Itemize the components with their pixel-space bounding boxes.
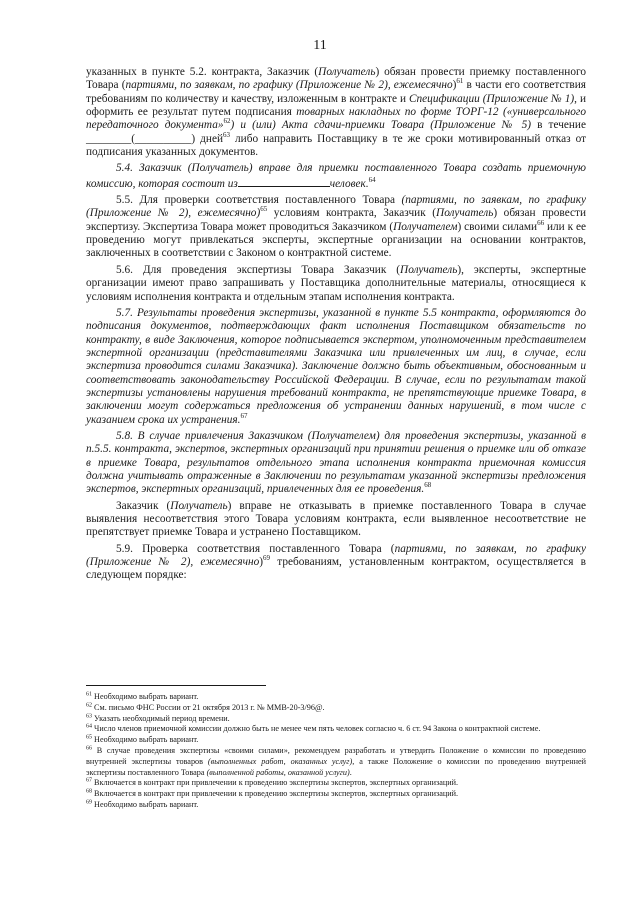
footnote-number: 66 (86, 745, 92, 752)
footnote-64 (86, 724, 586, 735)
text: 5.5. Для проверки соответствия поставленного Товара (116, 194, 402, 207)
text-italic: Получатель (318, 66, 376, 78)
text-italic: Спецификации (Приложение № 1) (408, 92, 575, 105)
footnote-63 (86, 714, 586, 725)
footnote-number: 67 (86, 777, 92, 784)
text-italic: Получателем (393, 220, 458, 233)
text-italic: товарных накладных по форме ТОРГ-12 («универсального передаточного документа» (86, 106, 586, 132)
text: в части его соответствия требованиям по количеству и качеству, изложенным в контракте и (86, 79, 586, 105)
footnote-ref: 63 (223, 130, 231, 139)
footnote-text: Указать необходимый период времени. (92, 713, 230, 723)
text: ) (452, 79, 457, 92)
footnote-number: 69 (86, 799, 92, 806)
paragraph-5-8 (86, 430, 586, 497)
footnote-number: 63 (86, 712, 92, 719)
text-italic: Получатель (400, 263, 458, 276)
text-italic: (партиями, по заявкам, по графику (Приложение № 2), ежемесячно) (86, 194, 586, 220)
footnote-68 (86, 789, 586, 800)
text-italic: 5.8. В случае привлечения Заказчиком (Получателем) для проведения экспертизы, указанной в п.5.5. контракта, экспертов, экспертных организаций при принятии решения о приемке или об отказе в приемке Товара, результатов отдельного этапа исполнения контракта приемочная комиссия должна учитывать отраженные в Заключении по результатам указанной экспертизы предложения экспертов, экспертных организаций, привлеченных для ее проведения. (86, 429, 586, 496)
text-italic: ) и (или) Акта сдачи-приемки Товара (Приложение № 5) (230, 119, 532, 132)
text: или к ее проведению могут привлекаться эксперты, экспертные организации на основании контрактов, заключенных в соответствии с Законом о контрактной системе. (86, 220, 587, 260)
text: ) обязан провести экспертизу. Экспертиза Товара может проводиться Заказчиком ( (86, 207, 586, 233)
text-italic: 5.7. Результаты проведения экспертизы, указанной в пункте 5.5 контракта, оформляются до подписания документов, подтверждающих факт исполнения Поставщиком обязательств по контракту, в виде Заключения, которое подписывается экспертом, уполномоченным представителем экспертной организации (представителями Заказчика или привлеченных им лиц, в случае, если экспертиза проводится силами Заказчика). Заключение должно быть объективным, обоснованным и соответствовать законодательству Российской Федерации. В случае, если по результатам такой экспертизы установлены нарушения требований контракта, не препятствующие приемке Товара, в заключении могут содержаться предложения об устранении данных нарушений, в том числе с указанием срока их устранения. (86, 306, 586, 426)
footnote-62 (86, 703, 586, 714)
footnote-67 (86, 778, 586, 789)
contract-body (86, 66, 586, 586)
footnote-61 (86, 692, 586, 703)
footnote-69 (86, 800, 586, 811)
footnote-number: 68 (86, 788, 92, 795)
footnote-number: 62 (86, 702, 92, 709)
page-number: 11 (313, 38, 327, 53)
paragraph-5-7 (86, 307, 586, 427)
text: 5.9. Проверка соответствия поставленного Товара ( (116, 542, 395, 555)
footnote-text: Число членов приемочной комиссии должно быть не менее чем пять человек согласно ч. 6 ст. 94 Закона о контрактной системе. (92, 724, 541, 734)
footnote-text: Включается в контракт при привлечении к проведению экспертизы экспертов, экспертных организаций. (92, 789, 459, 799)
footnote-ref: 68 (424, 481, 432, 490)
footnote-ref: 67 (240, 411, 248, 420)
text-italic: партиями, по заявкам, по графику (Приложение № 2), ежемесячно (125, 79, 453, 92)
footnote-ref: 69 (263, 554, 271, 563)
text: ) своими силами (457, 220, 538, 233)
footnote-text: В случае проведения экспертизы «своими силами», рекомендуем разработать и утвердить Положение о комиссии по проведению внутренней экспертизы товаров (86, 745, 586, 766)
text: ), эксперты, экспертные организации имеют право запрашивать у Поставщика дополнительные материалы, относящиеся к условиям исполнения контракта и отдельным этапам исполнения контракта. (86, 263, 587, 303)
text-italic: 5.4. Заказчик (Получатель) вправе для приемки поставленного Товара создать приемочную комиссию, которая состоит из (86, 162, 586, 190)
text: требованиям, установленным контрактом, осуществляется в следующем порядке: (86, 556, 586, 582)
text: в течение ________(__________) дней (86, 119, 586, 145)
footnote-number: 64 (86, 723, 92, 730)
footnote-66 (86, 746, 586, 778)
text: Заказчик ( (116, 499, 171, 512)
footnote-number: 65 (86, 734, 92, 741)
paragraph-acceptance (86, 66, 586, 159)
footnote-text-italic: (выполненной работы, оказанной услуги) (206, 767, 350, 777)
paragraph-5-4 (86, 162, 586, 191)
footnote-ref: 65 (260, 205, 268, 214)
paragraph-nonconformity (86, 500, 586, 540)
text-italic: Получатель (436, 207, 494, 220)
text: ) вправе не отказывать в приемке поставленного Товара в случае выявления несоответствия этого Товара условиям контракта, если выявленное несоответствие не препятствует приемке Товара и устранено Поставщиком. (86, 499, 587, 539)
text-italic: Получатель (170, 499, 228, 512)
text: 5.6. Для проведения экспертизы Товара Заказчик ( (116, 263, 401, 276)
text-italic: человек. (329, 177, 369, 190)
paragraph-5-6 (86, 264, 586, 304)
text: указанных в пункте 5.2. контракта, Заказчик ( (86, 66, 319, 78)
footnotes (86, 692, 586, 811)
footnote-ref: 61 (456, 77, 464, 86)
footnote-text: Необходимо выбрать вариант. (92, 799, 199, 809)
paragraph-5-9 (86, 543, 586, 583)
footnote-65 (86, 735, 586, 746)
text: ) (259, 556, 264, 569)
text: , и оформить ее результат путем подписания (86, 92, 586, 119)
footnote-text: Необходимо выбрать вариант. (92, 735, 199, 745)
text: условиям контракта, Заказчик ( (267, 207, 437, 220)
footnote-text: См. письмо ФНС России от 21 октября 2013 г. № ММВ-20-3/96@. (92, 702, 325, 712)
footnote-number: 61 (86, 691, 92, 698)
text: либо направить Поставщику в те же сроки мотивированный отказ от подписания указанных документов. (86, 132, 587, 159)
blank-field (238, 176, 330, 187)
footnote-text: Включается в контракт при привлечении к проведению экспертизы экспертов, экспертных организаций. (92, 778, 459, 788)
footnote-ref: 62 (223, 117, 231, 126)
footnote-text-italic: (выполненных работ, оказанных услуг) (207, 756, 353, 766)
text-italic: партиями, по заявкам, по графику (Приложение № 2), ежемесячно (86, 542, 587, 569)
paragraph-5-5 (86, 194, 586, 261)
footnote-text: Необходимо выбрать вариант. (92, 692, 199, 701)
footnote-text: . (349, 767, 352, 777)
footnote-divider (86, 685, 266, 686)
footnote-text: , а также Положение о комиссии по проведению внутренней экспертизы поставленного Товара (86, 756, 586, 777)
footnote-ref: 64 (368, 175, 376, 184)
footnote-ref: 66 (537, 219, 545, 228)
text: ) обязан провести приемку поставленного Товара ( (86, 66, 586, 92)
